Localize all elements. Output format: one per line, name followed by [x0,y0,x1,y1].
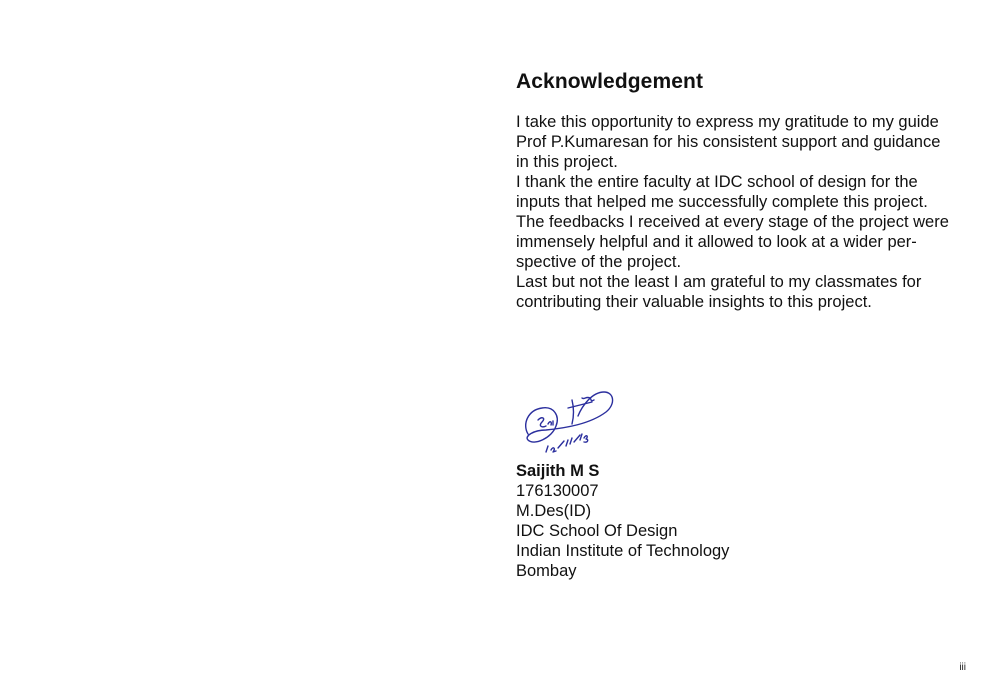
school-name: IDC School Of Design [516,522,678,540]
paragraph-line: inputs that helped me successfully complete this project. [516,193,928,211]
paragraph-line: spective of the project. [516,253,682,271]
paragraph-line: Prof P.Kumaresan for his consistent support and guidance [516,133,941,151]
author-name: Saijith M S [516,462,600,480]
paragraph-line: The feedbacks I received at every stage of the project were [516,213,949,231]
paragraph-line: contributing their valuable insights to this project. [516,293,872,311]
acknowledgement-section [516,68,976,312]
program-name: M.Des(ID) [516,502,592,520]
institute-name: Indian Institute of Technology [516,542,730,560]
handwritten-signature [520,386,620,462]
paragraph-line: in this project. [516,153,618,171]
page-number: iii [959,662,966,673]
paragraph-line: I thank the entire faculty at IDC school of design for the [516,173,918,191]
paragraph-line: I take this opportunity to express my gratitude to my guide [516,113,939,131]
paragraph-line: Last but not the least I am grateful to my classmates for [516,273,922,291]
roll-number: 176130007 [516,482,599,500]
author-details [516,461,729,581]
page-title: Acknowledgement [516,70,704,93]
paragraph-line: immensely helpful and it allowed to look at a wider per- [516,233,917,251]
city-name: Bombay [516,562,577,580]
acknowledgement-paragraph [516,112,976,312]
